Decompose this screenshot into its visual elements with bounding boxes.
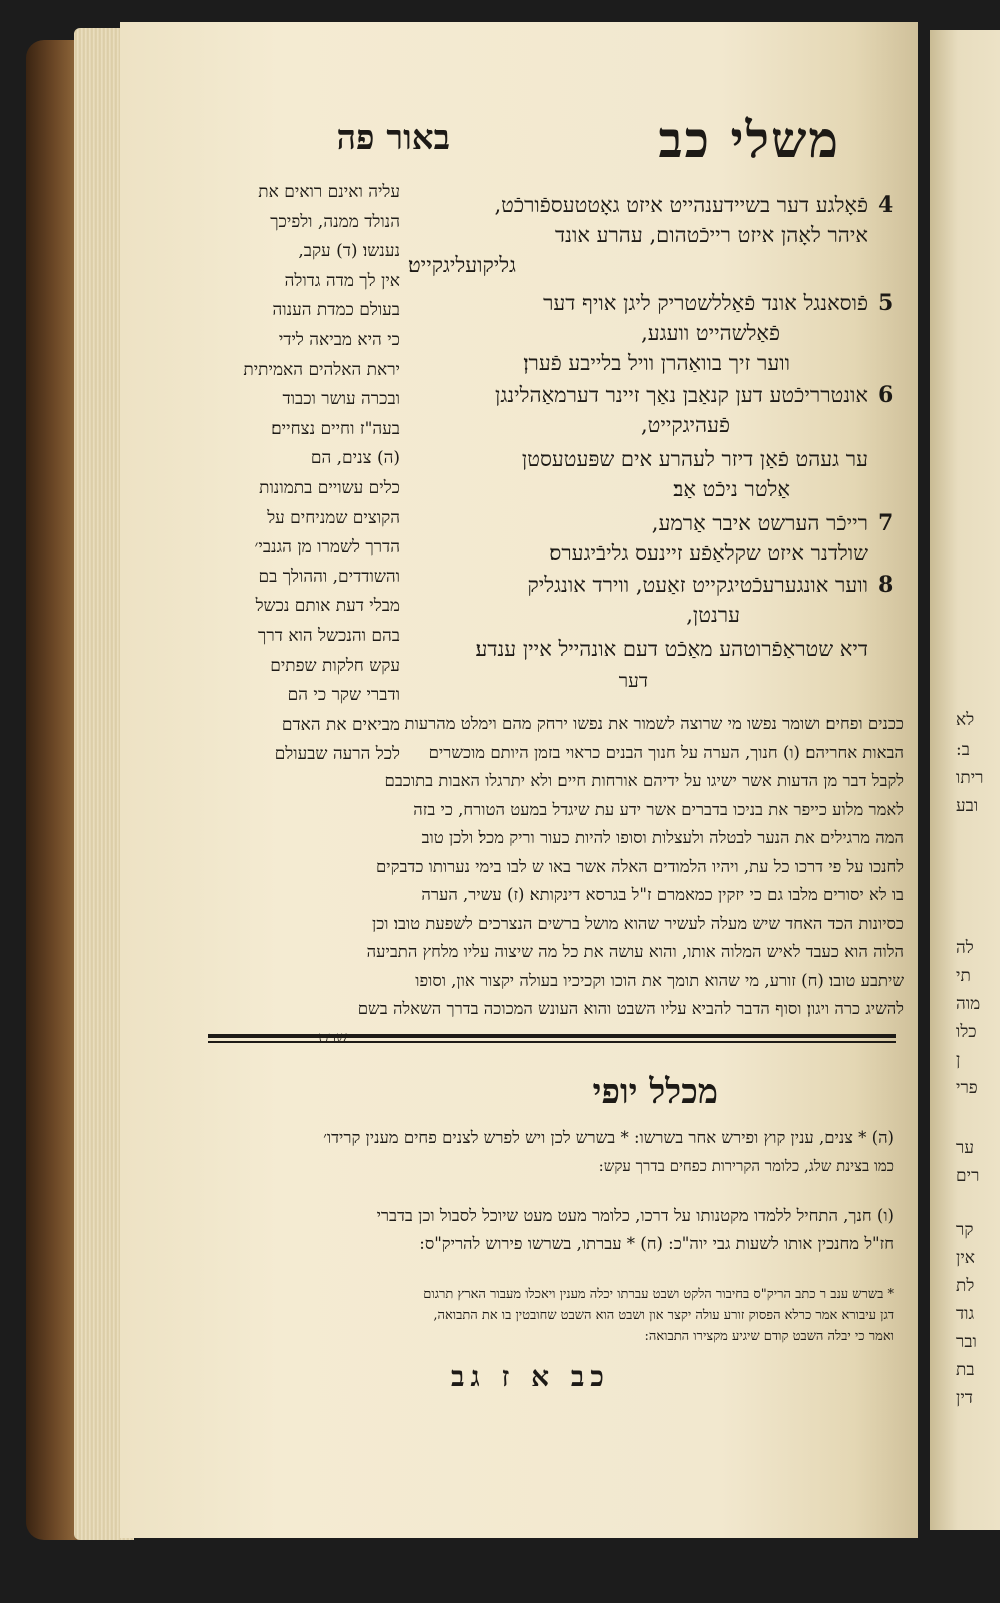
commentary-line: כי היא מביאה לידי: [278, 329, 400, 350]
verse-line: איהר לאָהן איזט רייכֿטהום, עהרע אונד: [555, 223, 868, 247]
facing-page-fragment: ן: [956, 1050, 961, 1070]
facing-page-fragment: ריתו: [956, 768, 984, 788]
commentary-line: הנולד ממנה, ולפיכך: [270, 211, 400, 232]
commentary-line: המה מרגילים את הנער לבטלה ולעצלות וסופו להיות כעור וריק מכל׃ ולכן טוב: [421, 828, 904, 847]
verse-line: ווער אונגערעכֿטיגקייט זאַעט, ווירד אונגליק: [527, 573, 868, 597]
facing-page-fragment: כלו: [956, 1022, 977, 1042]
section-rule-thin: [208, 1041, 896, 1043]
commentary-line: להשיג כרה ויגון׃ וסוף הדבר להביא עליו השבט והוא העונש המכוכה בדרך השאלה בשם: [357, 999, 904, 1018]
facing-page-fragment: לא: [956, 710, 975, 730]
notes-block: [208, 1124, 894, 1258]
facing-page-fragment: בת: [956, 1360, 975, 1380]
commentary-line: הבאות אחריהם׃ (ו) חנוך, הערה על חנוך הבנים כראוי בזמן היותם מוכשרים: [428, 742, 904, 762]
commentary-line: כלים עשויים בתמונות: [259, 477, 400, 498]
facing-page-fragment: לה: [956, 938, 974, 958]
commentary-line: בעה"ז וחיים נצחיים׃: [271, 418, 400, 439]
verse-line: שולדנר איזט שקלאַפֿע זיינעס גליבֿיגערס׃: [549, 541, 868, 565]
facing-page-fragment: גוד: [956, 1304, 975, 1324]
verse-line: פֿעהיגקייט,: [640, 413, 730, 437]
verse-block: [410, 182, 910, 702]
note-line: (ה) * צנים, ענין קוץ ופירש אחר בשרשו: * בשרש לכן ויש לפרש לצנים פחים מענין קרידו׳: [323, 1128, 894, 1147]
commentary-line: הלוה הוא כעבד לאיש המלוה אותו, והוא עושה את כל מה שיצוה עליו מלחץ התביעה: [366, 942, 904, 961]
commentary-line: הדרך לשמרו מן הגנבי׳: [254, 537, 400, 558]
verse-line: פֿוסאנגל אונד פֿאַללשטריק ליגן אויף דער: [543, 291, 868, 315]
commentary-line: אין לך מדה גדולה: [284, 270, 400, 291]
commentary-line: לכל הרעה שבעולם: [274, 744, 400, 765]
commentary-line: עקש חלקות שפתים: [270, 655, 400, 676]
facing-page-fragment: ובר: [956, 1332, 977, 1352]
facing-page-fragment: רים: [956, 1166, 980, 1186]
commentary-line: והשודדים, וההולך בם: [258, 566, 400, 587]
small-note-line: ואמר כי יבלה השבט קודם שיגיע מקצירו התבואה:: [644, 1329, 894, 1344]
small-note-line: * בשרש ענב ר כתב הריק"ס בחיבור הלקט ושבט עברתו יכלה מענין ויאכלו מעבור הארץ תרגום: [423, 1287, 894, 1302]
verse-number: 8: [878, 572, 894, 598]
note-line: חז"ל מחנכין אותו לשעות גבי יוה"כ: (ח) * עברתו, בשרשו פירוש להריק"ס:: [419, 1234, 894, 1253]
facing-page-fragment: ב:: [956, 740, 970, 760]
commentary-line: לקבל דבר מן הדעות אשר ישיגו על ידיהם אורחות חיים׃ ולא יתרגלו האבות בתוכבם: [384, 771, 904, 790]
verse-number: 6: [878, 382, 894, 408]
facing-page-fragment: ובע: [956, 796, 979, 816]
commentary-line: לחנכו על פי דרכו כל עת, ויהיו הלמודים האלה אשר באו ש לבו בימי נערותו כדבקים: [376, 856, 904, 876]
commentary-line: כסיונות הכד האחד שיש מעלה לעשיר שהוא מושל ברשים הנצרכים לשפעת טובו׃ וכן: [371, 913, 904, 933]
commentary-line: בהם והנכשל הוא דרך: [258, 625, 400, 646]
facing-page-fragment: מוה: [956, 994, 981, 1014]
section-rule: [208, 1034, 896, 1038]
commentary-full-width: [208, 710, 904, 1052]
verse-line: אונטרריכֿטע דען קנאַבן נאַך זיינר דערמאַהלינגן: [495, 383, 868, 407]
commentary-line: בו לא יסורים מלבו גם כי יזקין כמאמרם ז"ל בגרסא דינקותא׃ (ז) עשיר, הערה: [421, 885, 904, 904]
verse-line: רייכֿר הערשט איבר אַרמע,: [651, 511, 868, 535]
commentary-line: עליה ואינם רואים את: [258, 182, 400, 202]
verse-number: 7: [878, 510, 894, 536]
commentary-line: מביאים את האדם: [281, 714, 400, 735]
commentary-line: ודברי שקר כי הם: [287, 685, 400, 706]
verse-line: דיא שטראַפֿרוטהע מאַכֿט דעם אונהייל איין ענדע׃: [475, 637, 868, 661]
note-line: כמו בצינת שלג, כלומר הקרירות כפחים בדרך עקש:: [598, 1157, 894, 1175]
facing-page-fragment: ער: [956, 1138, 974, 1158]
small-note-line: דגן עיבורא אמר כרלא הפסוק זורע עולה יקצר און ושבט הוא השבט שחובטין בו את התבואה,: [433, 1308, 894, 1323]
verse-line: פֿאַלשהייט וועגע,: [641, 321, 780, 345]
verse-number: 5: [878, 290, 894, 316]
facing-page-fragment: קר: [956, 1220, 974, 1240]
note-line: (ו) חנך, התחיל ללמדו מקטנותו על דרכו, כלומר מעט מעט שיוכל לסבול וכן בדברי: [376, 1206, 894, 1225]
book-page: [120, 22, 918, 1538]
page-title: משלי כב: [658, 110, 840, 169]
catchword: דער: [618, 670, 648, 692]
commentary-line: מבלי דעת אותם נכשל: [255, 596, 400, 617]
commentary-title: באור פה: [336, 118, 450, 158]
verse-line: ער געהט פֿאַן דיזר לעהרע אים שפּעטעסטן: [521, 447, 868, 471]
verse-line: אַלטר ניכֿט אַב׃: [673, 477, 790, 501]
verse-line: פֿאָלגע דער בשיידענהייט איזט גאָטטעספֿורכֿט,: [494, 193, 868, 217]
printer-signature: כב א ז גב: [451, 1360, 610, 1393]
commentary-line: ככנים ופחים׃ ושומר נפשו מי שרוצה לשמור את נפשו ירחק מהם וימלט מהרעות: [404, 714, 904, 733]
verse-line: ווער זיך בוואַהרן וויל בלייבע פֿערן׃: [523, 351, 790, 375]
commentary-line: שיתבע טובו׃ (ח) זורע, מי שהוא תומך את הוכו וקכיכיו בעולה יקצור און, וסופו: [415, 970, 904, 990]
facing-page-fragment: תי: [956, 966, 971, 986]
commentary-line: נענשו׃ (ד) עקב,: [298, 241, 400, 262]
small-notes-block: [208, 1284, 894, 1347]
facing-page-fragment: פרי: [956, 1078, 978, 1098]
commentary-line: לאמר מלוע כייפר את בניכו בדברים אשר ידע עת שיגדל במעט הטורח, כי בזה: [413, 799, 904, 819]
commentary-line: יראת האלהים האמיתית: [243, 359, 400, 380]
verse-number: 4: [878, 192, 894, 218]
facing-page-fragment: אין: [956, 1248, 975, 1268]
commentary-column: [210, 178, 400, 770]
commentary-line: בעולם כמדת הענוה: [272, 300, 400, 321]
commentary-line: ובכרה עושר וכבוד: [282, 389, 400, 410]
facing-page-edge: [930, 30, 1000, 1530]
verse-line: [408, 250, 868, 280]
verse-line-text: גליקועליגקייט׃: [408, 253, 516, 277]
facing-page-fragment: לת: [956, 1276, 975, 1296]
commentary-line: הקוצים שמניחים על: [267, 507, 400, 528]
commentary-line: (ה) צנים, הם: [310, 448, 400, 469]
facing-page-fragment: דין: [956, 1388, 973, 1408]
note-spacer: [208, 1180, 894, 1202]
section-title: מכלל יופי: [592, 1072, 718, 1112]
verse-line: ערנטן,: [686, 603, 740, 627]
